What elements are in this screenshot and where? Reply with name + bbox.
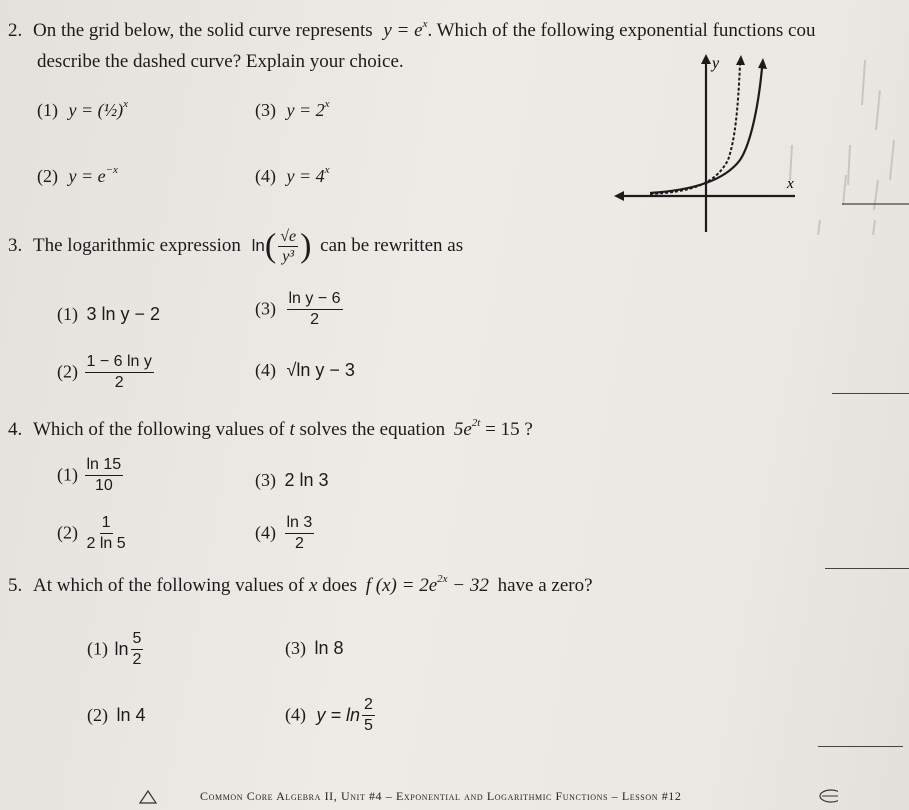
q2-choice-4: (4) $y = 4^x$	[255, 164, 330, 186]
logo-icon-left	[138, 788, 158, 804]
answer-line	[832, 393, 909, 394]
logo-icon-right	[818, 788, 838, 804]
q4-choice-3: (3) 2 ln 3	[255, 470, 329, 490]
solid-curve-arrow-icon	[758, 58, 767, 69]
question-3-line: 3. The logarithmic expression ln( $\frac{√e}{\text{y³}}$ ) can be rewritten as	[8, 227, 464, 266]
question-text: The logarithmic expression	[33, 235, 241, 256]
y-axis-label: y	[712, 55, 720, 72]
graph-grid	[790, 60, 894, 235]
exponential-graph	[610, 50, 909, 240]
question-4-line: 4. Which of the following values of t solves the equation $5e^{2t} = 15$ ?	[8, 417, 533, 440]
q2-choice-3: (3) $y = 2^x$	[255, 98, 330, 120]
q4-choice-2: (2) $\frac{1}{2 \ln 5}$	[57, 514, 126, 552]
equation: f $(x) = 2e^{2x}$	[365, 573, 448, 596]
equation: $y = e^x$	[383, 18, 428, 41]
question-number: 4.	[8, 419, 23, 440]
question-number: 3.	[8, 235, 23, 256]
q3-choice-1: (1) 3 ln y − 2	[57, 304, 161, 324]
q2-choice-2: (2) $y = e^{-x}$	[37, 164, 118, 186]
q5-choice-1: (1) ln $\frac{5}{2}$	[87, 630, 142, 668]
question-number: 2.	[8, 20, 23, 41]
q5-choice-4: (4) y = ln $\frac{2}{5}$	[285, 696, 373, 734]
footer-text: Common Core Algebra II, Unit #4 – Exponential and Logarithmic Functions – Lesson #12	[200, 789, 682, 803]
dashed-curve-arrow-icon	[736, 55, 745, 65]
x-axis-left-arrow-icon	[614, 191, 624, 201]
q3-choice-4: (4) √ln y − 3	[255, 360, 355, 380]
q4-choice-1: (1) $\frac{\ln 15}{10}$	[57, 456, 122, 494]
question-text: can be rewritten as	[320, 235, 464, 256]
q5-choice-3: (3) ln 8	[285, 638, 344, 658]
question-5-line: 5. At which of the following values of x does f $(x) = 2e^{2x} - 32$ have a zero?	[8, 573, 593, 596]
question-2-line-1	[8, 18, 815, 42]
question-text: . Which of the following exponential functions cou	[427, 20, 816, 41]
y-axis-arrow-icon	[701, 54, 711, 64]
q5-choice-2: (2) ln 4	[87, 705, 146, 725]
log-fraction: $\frac{√e}{\text{y³}}$	[280, 227, 297, 266]
x-axis-label: x	[787, 176, 794, 192]
q3-choice-3: (3) $\frac{\text{ln y − 6}}{2}$	[255, 290, 341, 328]
q3-choice-2: (2) $\frac{\text{1 − 6 ln y}}{2}$	[57, 353, 152, 391]
answer-line	[818, 746, 903, 747]
answer-line	[825, 568, 909, 569]
q4-choice-4: (4) $\frac{\ln 3}{2}$	[255, 514, 313, 552]
q2-choice-1: (1) y = (½)$^x$	[37, 98, 129, 120]
question-number: 5.	[8, 575, 23, 596]
dashed-curve	[650, 64, 740, 194]
question-2-line-2: describe the dashed curve? Explain your choice.	[37, 51, 404, 72]
equation: $5e^{2t}$	[453, 417, 481, 440]
question-text: On the grid below, the solid curve represents	[33, 20, 373, 41]
